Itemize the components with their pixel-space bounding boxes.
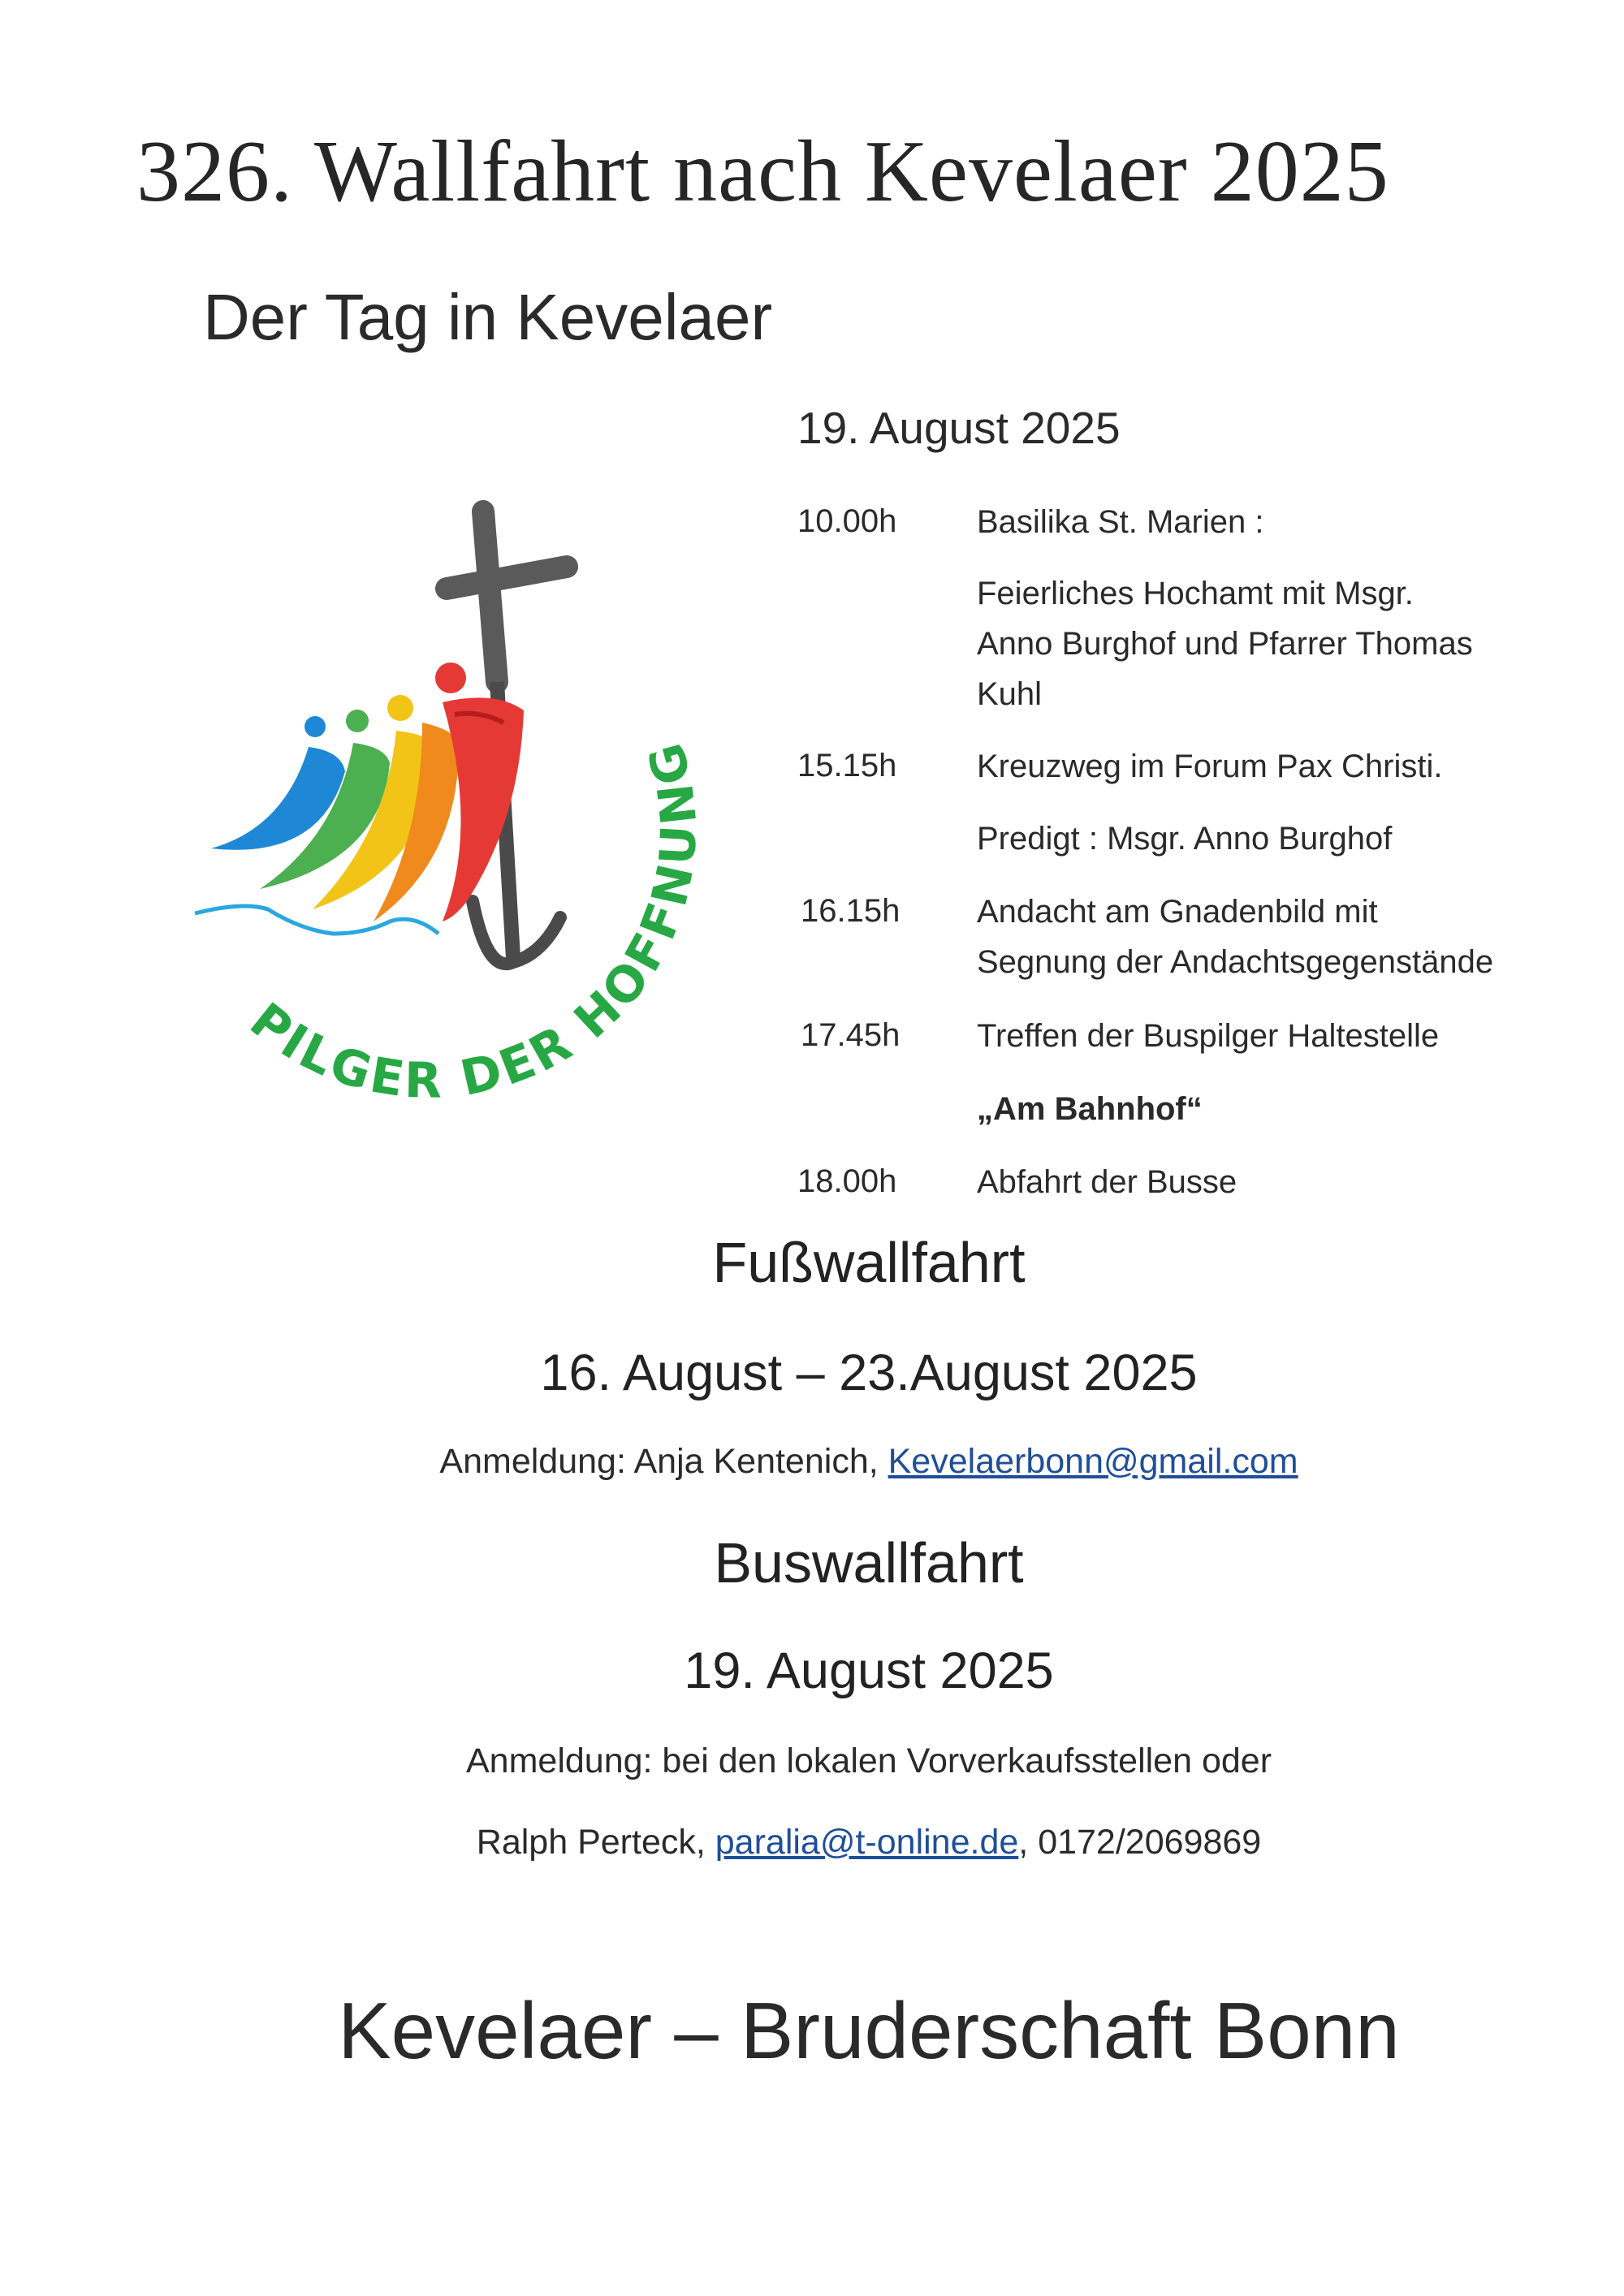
pilgrim-head-blue	[304, 716, 326, 737]
schedule-line: Kreuzweg im Forum Pax Christi.	[977, 749, 1443, 784]
schedule-description	[977, 1157, 1237, 1207]
pilgrim-head-red	[435, 662, 466, 693]
schedule-time: 15.15h	[797, 748, 897, 783]
pilgrim-logo	[179, 479, 731, 1112]
schedule-line: Basilika St. Marien :	[977, 504, 1264, 540]
page-title: 326. Wallfahrt nach Kevelaer 2025	[136, 123, 1389, 220]
footer-organization: Kevelaer – Bruderschaft Bonn	[338, 1986, 1400, 2075]
schedule-description	[977, 497, 1263, 547]
schedule-line: „Am Bahnhof“	[977, 1091, 1203, 1127]
schedule-description	[977, 741, 1442, 792]
schedule-line: Anno Burghof und Pfarrer Thomas	[977, 626, 1473, 662]
contact-phone: , 0172/2069869	[1018, 1823, 1262, 1862]
schedule-line: Kuhl	[977, 676, 1043, 712]
schedule-line: Andacht am Gnadenbild mit	[977, 894, 1378, 930]
foot-pilgrimage-title: Fußwallfahrt	[712, 1231, 1026, 1294]
schedule-description	[977, 814, 1392, 864]
schedule-time: 17.45h	[801, 1017, 901, 1053]
pilgrim-head-yellow	[387, 695, 413, 721]
schedule-description	[977, 568, 1473, 719]
contact-name: Ralph Perteck,	[476, 1823, 715, 1862]
wave-icon	[195, 906, 438, 934]
schedule-description	[977, 887, 1493, 987]
schedule-description	[977, 1084, 1203, 1134]
page-subtitle: Der Tag in Kevelaer	[203, 281, 773, 353]
logo-text: PILGER DER HOFFNUNG	[239, 734, 709, 1110]
registration-label: Anmeldung: Anja Kentenich,	[439, 1442, 888, 1481]
schedule-description	[977, 1011, 1439, 1061]
schedule-line: Abfahrt der Busse	[977, 1164, 1237, 1200]
bus-pilgrimage-title: Buswallfahrt	[714, 1531, 1024, 1595]
schedule-time: 18.00h	[797, 1163, 897, 1199]
schedule-time: 16.15h	[801, 893, 901, 929]
pilgrim-head-green	[346, 710, 369, 732]
foot-pilgrimage-date: 16. August – 23.August 2025	[540, 1344, 1198, 1401]
schedule-time: 10.00h	[797, 503, 897, 539]
schedule-line: Treffen der Buspilger Haltestelle	[977, 1018, 1440, 1054]
bus-pilgrimage-registration: Anmeldung: bei den lokalen Vorverkaufsstellen oder	[465, 1741, 1272, 1780]
foot-pilgrimage-email-link[interactable]: Kevelaerbonn@gmail.com	[888, 1442, 1298, 1481]
bus-pilgrimage-date: 19. August 2025	[684, 1642, 1054, 1699]
schedule-date: 19. August 2025	[797, 403, 1121, 453]
foot-pilgrimage-registration	[0, 1442, 1624, 1482]
schedule-line: Predigt : Msgr. Anno Burghof	[977, 821, 1393, 857]
cross-icon	[483, 511, 497, 682]
bus-pilgrimage-contact	[0, 1823, 1624, 1862]
bus-pilgrimage-email-link[interactable]: paralia@t-online.de	[715, 1823, 1019, 1862]
schedule-line: Segnung der Andachtsgegenstände	[977, 944, 1494, 980]
schedule-line: Feierliches Hochamt mit Msgr.	[977, 576, 1414, 611]
